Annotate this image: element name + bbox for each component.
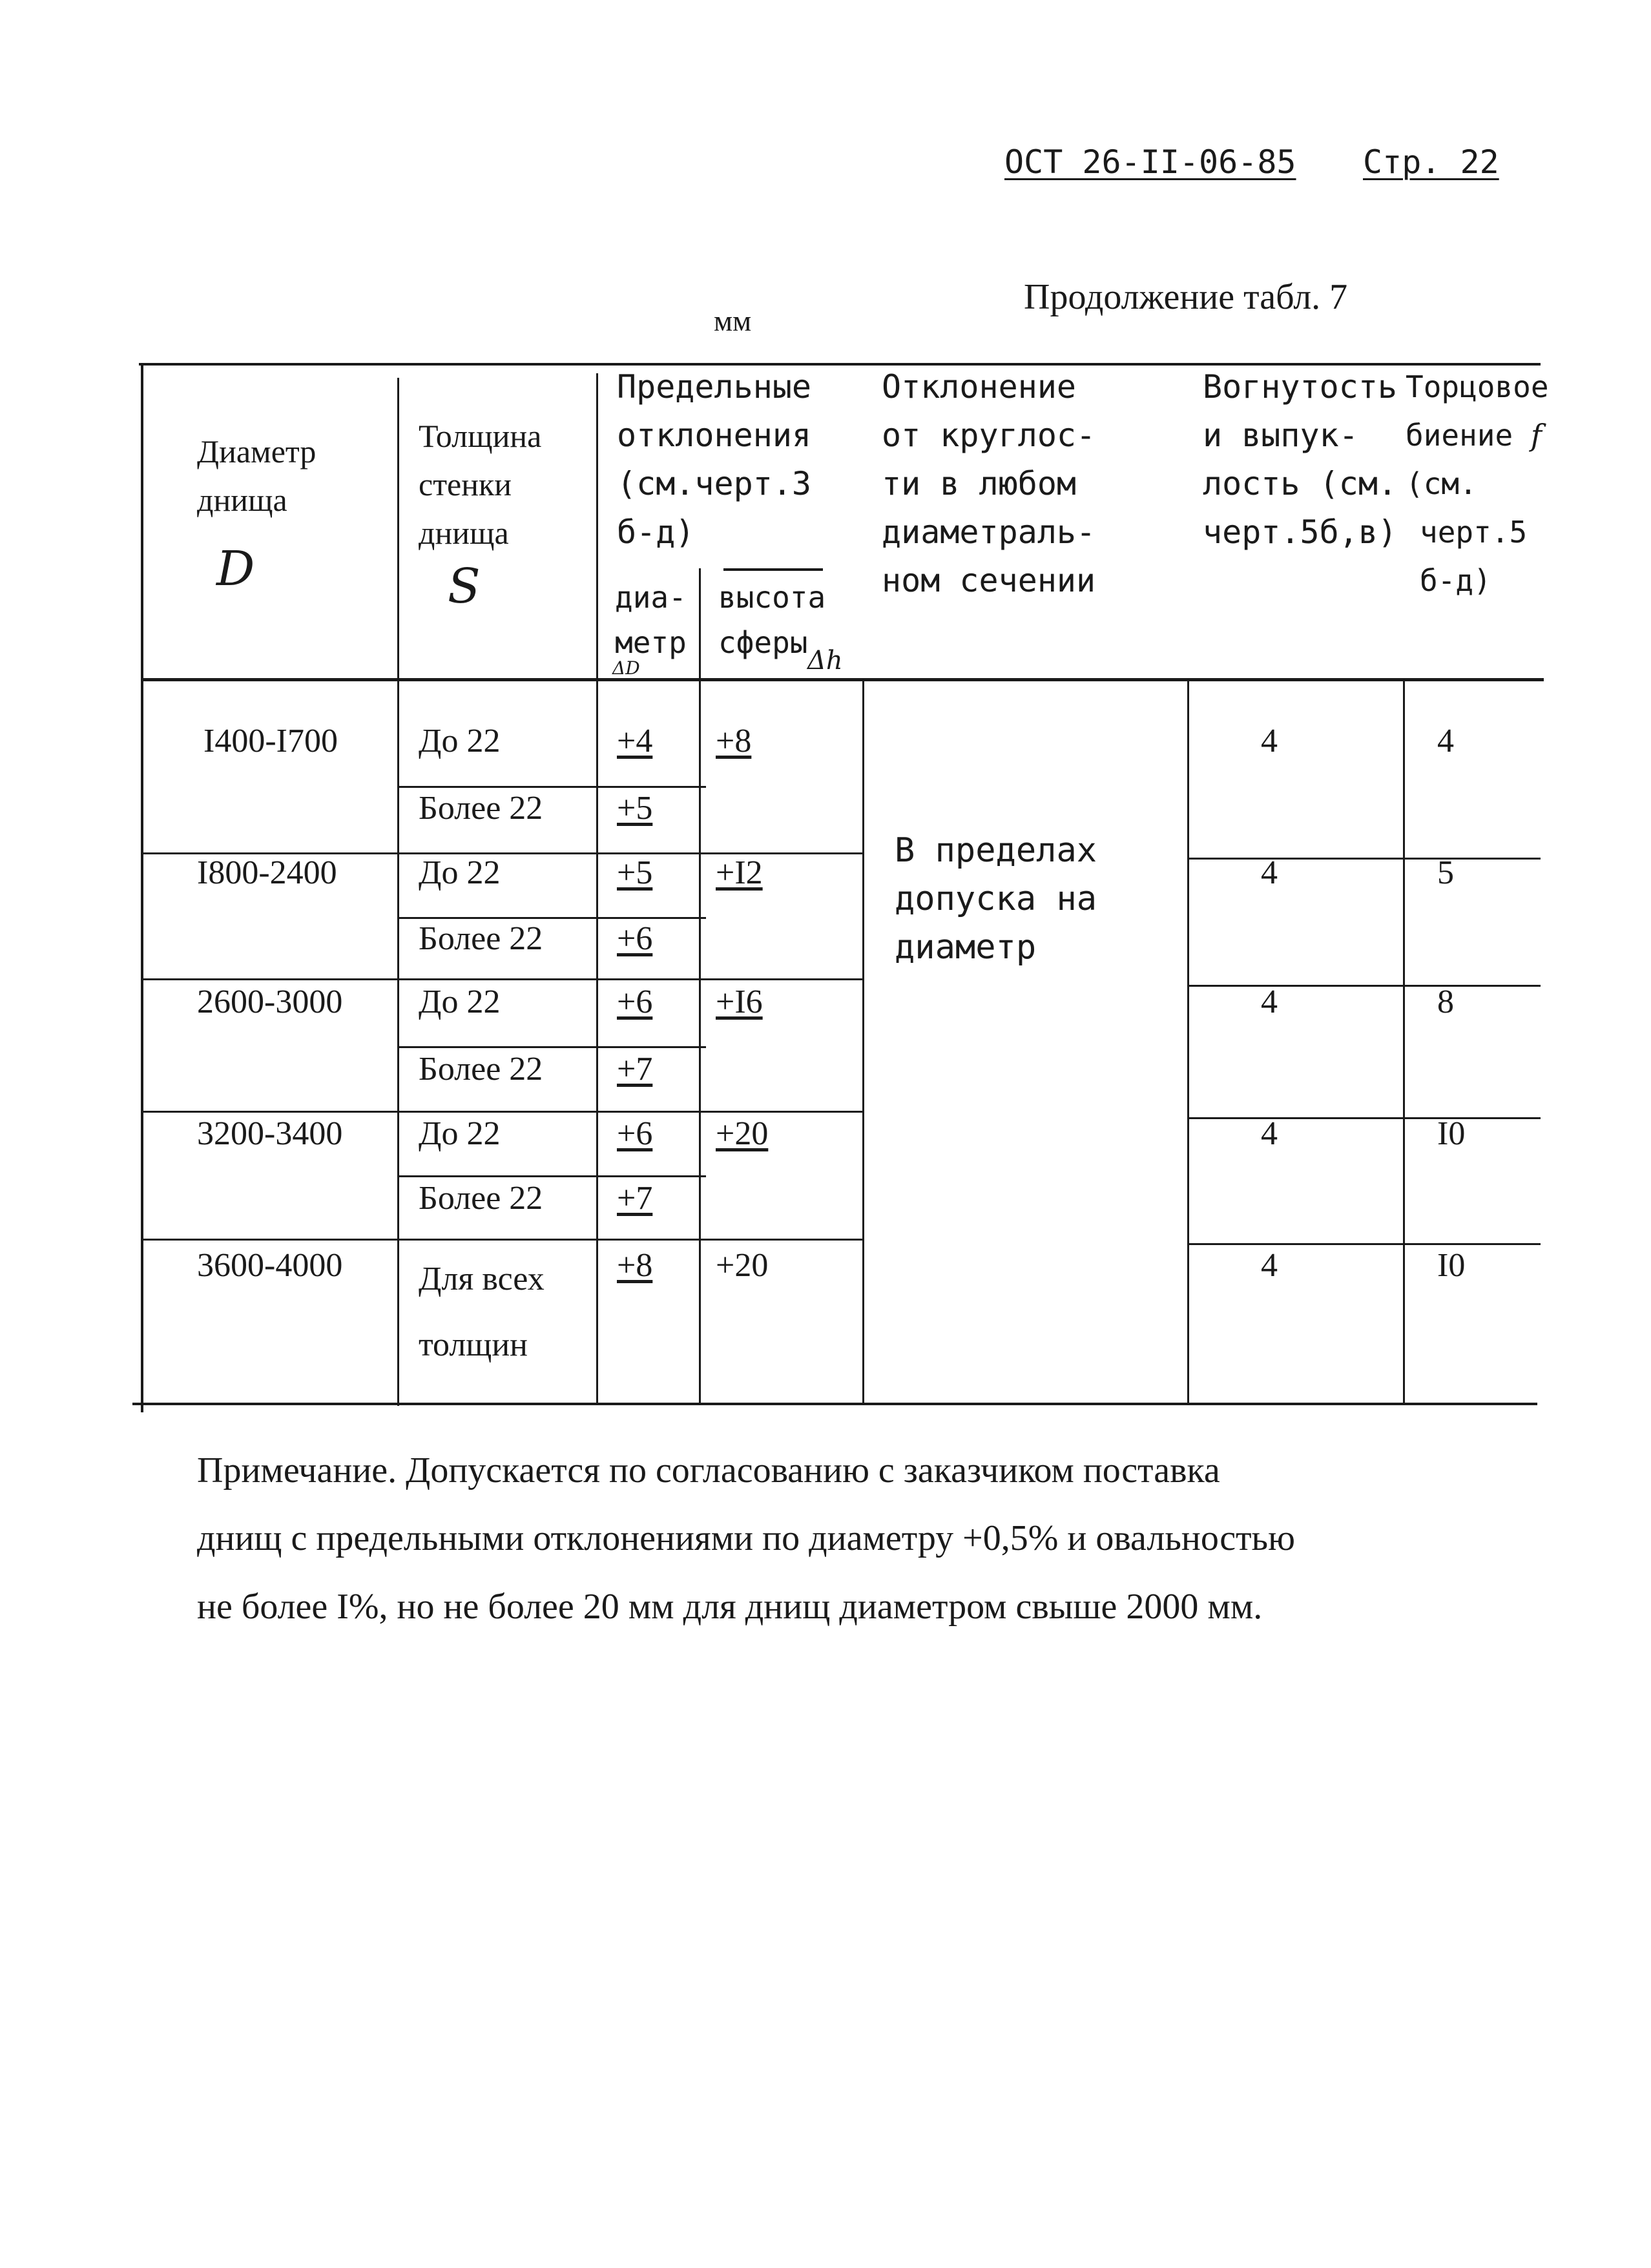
cell-dev-diameter: +8 <box>617 1247 653 1284</box>
note-paragraph: днищ с предельными отклонениями по диаметру +0,5% и овальностью <box>197 1518 1295 1558</box>
row-sep <box>1189 858 1541 860</box>
cell-thickness: До 22 <box>419 854 501 891</box>
cell-concavity: 4 <box>1261 854 1278 891</box>
note-paragraph: не более I%, но не более 20 мм для днищ диаметром свыше 2000 мм. <box>197 1587 1263 1627</box>
cell-thickness: Более 22 <box>419 790 543 827</box>
header-deviation-height: высота сферы <box>718 580 826 660</box>
col-divider <box>596 373 598 1405</box>
header-diameter: Диаметр днища <box>197 433 317 518</box>
cell-dev-diameter: +6 <box>617 984 653 1020</box>
cell-diameter: I400-I700 <box>203 723 338 759</box>
header-concavity: Вогнутость и выпук- лость (см. черт.5б,в) <box>1203 368 1398 551</box>
diameter-symbol: D <box>216 541 255 597</box>
row-sep <box>399 1046 706 1048</box>
cell-thickness: Более 22 <box>419 1051 543 1088</box>
delta-d-symbol: ΔD <box>612 657 640 679</box>
cell-thickness: Более 22 <box>419 920 543 957</box>
row-sep <box>141 978 864 980</box>
header-roundness: Отклонение от круглос- ти в любом диаметраль- ном сечении <box>882 368 1096 599</box>
cell-dev-height: +20 <box>716 1247 769 1284</box>
cell-concavity: 4 <box>1261 1247 1278 1284</box>
cell-dev-diameter: +6 <box>617 920 653 957</box>
col-divider <box>1187 681 1189 1405</box>
header-thickness: Толщина стенки днища <box>419 418 542 551</box>
table-left-border <box>141 363 143 1412</box>
subheader-divider <box>723 568 823 571</box>
cell-runout: 8 <box>1437 984 1454 1020</box>
units-label: мм <box>714 304 752 337</box>
row-sep <box>141 1111 864 1113</box>
cell-concavity: 4 <box>1261 1115 1278 1152</box>
cell-dev-diameter: +5 <box>617 790 653 827</box>
col-divider <box>862 681 864 1405</box>
cell-dev-height: +20 <box>716 1115 769 1152</box>
header-bottom-border <box>142 678 1544 681</box>
table-continuation-label: Продолжение табл. 7 <box>1024 277 1348 317</box>
cell-dev-height: +I6 <box>716 984 763 1020</box>
delta-h-symbol: Δh <box>807 646 843 675</box>
cell-concavity: 4 <box>1261 984 1278 1020</box>
cell-diameter: 3600-4000 <box>197 1247 343 1284</box>
col-divider <box>699 568 701 1405</box>
cell-diameter: 2600-3000 <box>197 984 343 1020</box>
cell-diameter: 3200-3400 <box>197 1115 343 1152</box>
cell-runout: 4 <box>1437 723 1454 759</box>
row-sep <box>1189 1117 1541 1119</box>
cell-thickness: Более 22 <box>419 1180 543 1217</box>
row-sep <box>1189 985 1541 987</box>
header-limit-deviations: Предельные отклонения (см.черт.3 б-д) <box>617 368 812 551</box>
cell-dev-diameter: +4 <box>617 723 653 759</box>
row-sep <box>141 1239 864 1241</box>
header-deviation-diameter: диа- метр <box>615 580 687 660</box>
cell-roundness-merged: В пределах допуска на диаметр <box>895 831 1097 967</box>
cell-dev-diameter: +7 <box>617 1051 653 1088</box>
row-sep <box>399 1175 706 1177</box>
document-code: ОСТ 26-II-06-85 <box>1004 143 1296 181</box>
col-divider <box>397 378 399 1406</box>
cell-runout: I0 <box>1437 1115 1466 1152</box>
cell-thickness: До 22 <box>419 984 501 1020</box>
col-divider <box>1403 681 1405 1405</box>
cell-thickness: До 22 <box>419 723 501 759</box>
row-sep <box>399 786 706 788</box>
note-paragraph: Примечание. Допускается по согласованию с заказчиком поставка <box>197 1450 1220 1490</box>
cell-dev-height: +8 <box>716 723 752 759</box>
cell-dev-height: +I2 <box>716 854 763 891</box>
cell-diameter: I800-2400 <box>197 854 337 891</box>
page-number: Стр. 22 <box>1363 143 1499 181</box>
cell-concavity: 4 <box>1261 723 1278 759</box>
cell-dev-diameter: +6 <box>617 1115 653 1152</box>
cell-runout: I0 <box>1437 1247 1466 1284</box>
cell-thickness: До 22 <box>419 1115 501 1152</box>
cell-dev-diameter: +7 <box>617 1180 653 1217</box>
thickness-symbol: S <box>448 559 481 614</box>
cell-thickness: Для всех толщин <box>419 1261 545 1363</box>
header-runout: Торцовое биение f (см. черт.5 б-д) <box>1406 369 1549 598</box>
cell-runout: 5 <box>1437 854 1454 891</box>
row-sep <box>1189 1243 1541 1245</box>
table-bottom-border <box>132 1403 1537 1405</box>
row-sep <box>399 917 706 919</box>
runout-symbol: f <box>1530 418 1542 453</box>
cell-dev-diameter: +5 <box>617 854 653 891</box>
